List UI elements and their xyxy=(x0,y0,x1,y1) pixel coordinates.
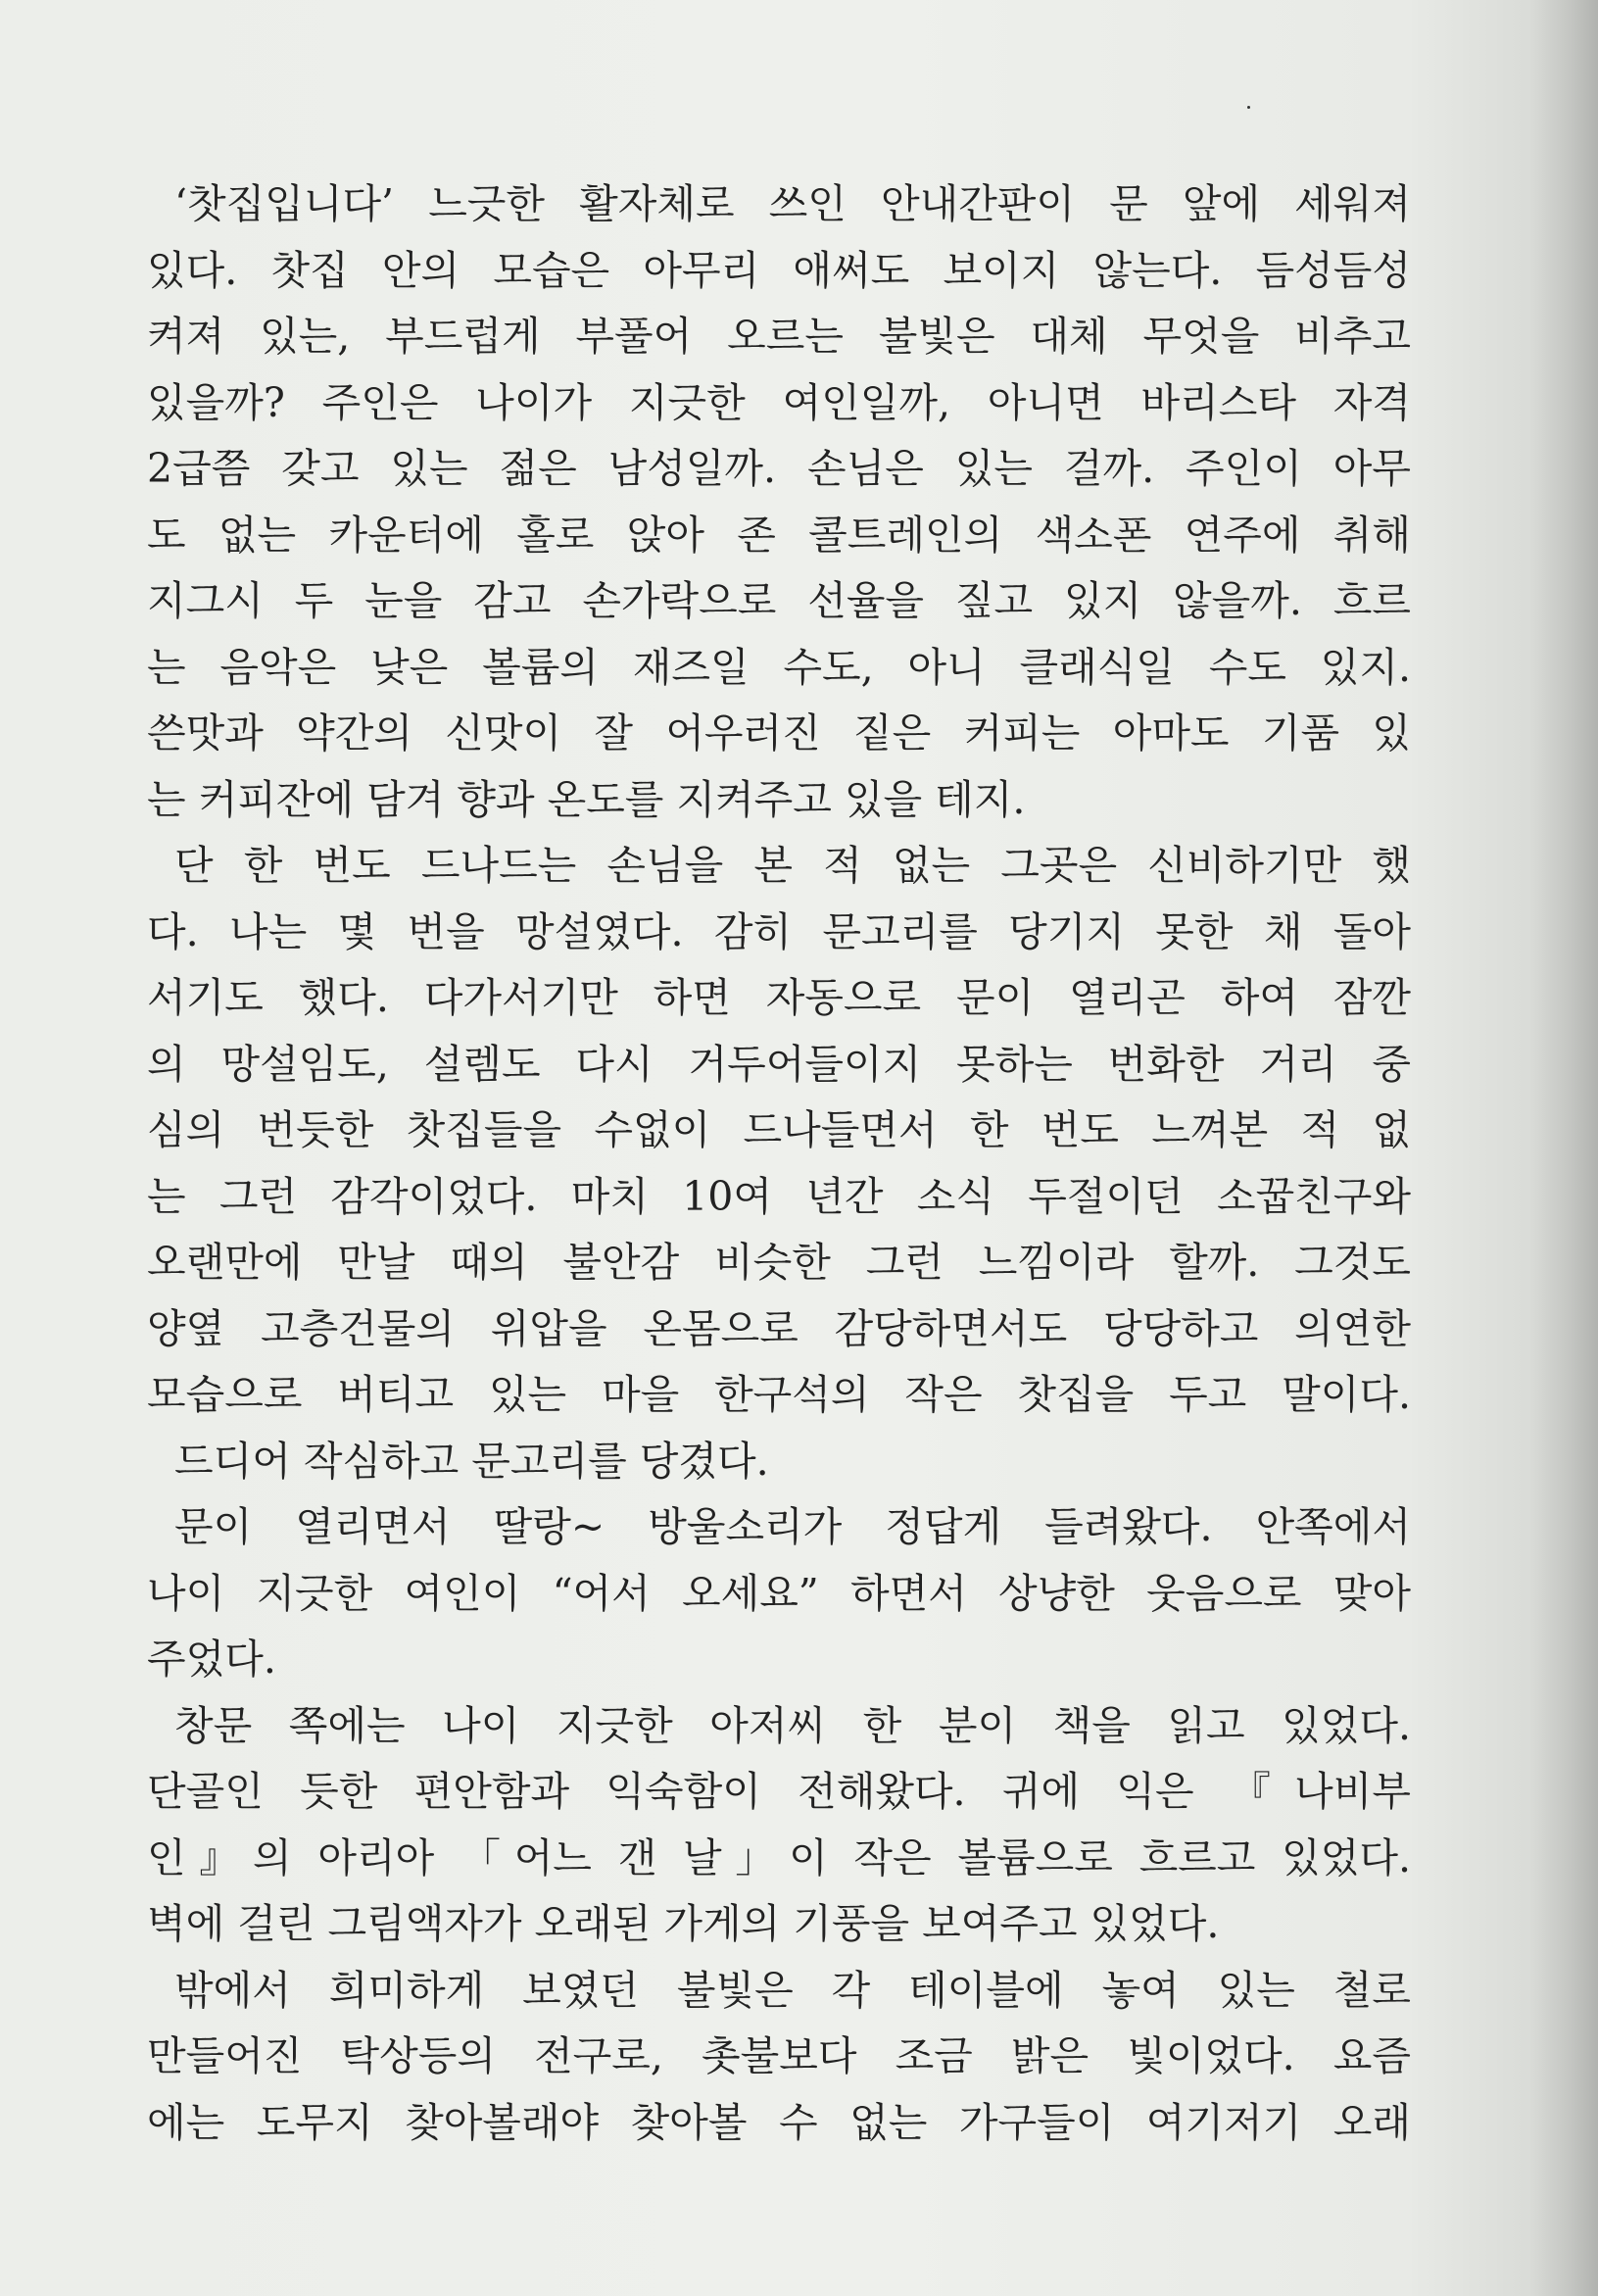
text-line: 벽에 걸린 그림액자가 오래된 가게의 기풍을 보여주고 있었다. xyxy=(147,1900,1220,1947)
text-line: 켜져 있는, 부드럽게 부풀어 오르는 불빛은 대체 무엇을 비추고 xyxy=(147,313,1411,360)
text-line: 오랜만에 만날 때의 불안감 비슷한 그런 느낌이라 할까. 그것도 xyxy=(147,1239,1411,1286)
text-line: 단골인 듯한 편안함과 익숙함이 전해왔다. 귀에 익은 『나비부 xyxy=(147,1768,1411,1815)
text-line: 다. 나는 몇 번을 망설였다. 감히 문고리를 당기지 못한 채 돌아 xyxy=(147,907,1411,955)
text-line: 지그시 두 눈을 감고 손가락으로 선율을 짚고 있지 않을까. 흐르 xyxy=(147,577,1411,624)
text-line: 에는 도무지 찾아볼래야 찾아볼 수 없는 가구들이 여기저기 오래 xyxy=(147,2098,1411,2146)
text-line: ‘찻집입니다’ 느긋한 활자체로 쓰인 안내간판이 문 앞에 세워져 xyxy=(174,180,1411,227)
page-edge-shadow xyxy=(1529,0,1598,2296)
speck-mark xyxy=(1247,106,1250,109)
text-line: 창문 쪽에는 나이 지긋한 아저씨 한 분이 책을 읽고 있었다. xyxy=(174,1701,1411,1749)
text-line: 의 망설임도, 설렘도 다시 거두어들이지 못하는 번화한 거리 중 xyxy=(147,1040,1411,1088)
text-line: 심의 번듯한 찻집들을 수없이 드나들면서 한 번도 느껴본 적 없 xyxy=(147,1106,1411,1153)
text-line: 쓴맛과 약간의 신맛이 잘 어우러진 짙은 커피는 아마도 기품 있 xyxy=(147,709,1411,757)
text-line: 인』의 아리아 「어느 갠 날」이 작은 볼륨으로 흐르고 있었다. xyxy=(147,1833,1411,1881)
text-line: 있다. 찻집 안의 모습은 아무리 애써도 보이지 않는다. 듬성듬성 xyxy=(147,246,1411,294)
text-line: 드디어 작심하고 문고리를 당겼다. xyxy=(174,1437,769,1485)
text-line: 주었다. xyxy=(147,1636,276,1683)
text-line: 밖에서 희미하게 보였던 불빛은 각 테이블에 놓여 있는 철로 xyxy=(174,1966,1411,2014)
text-line: 있을까? 주인은 나이가 지긋한 여인일까, 아니면 바리스타 자격 xyxy=(147,378,1411,426)
text-line: 양옆 고층건물의 위압을 온몸으로 감당하면서도 당당하고 의연한 xyxy=(147,1304,1411,1352)
text-line: 는 그런 감각이었다. 마치 10여 년간 소식 두절이던 소꿉친구와 xyxy=(147,1172,1411,1220)
text-line: 는 커피잔에 담겨 향과 온도를 지켜주고 있을 테지. xyxy=(147,775,1026,823)
text-line: 만들어진 탁상등의 전구로, 촛불보다 조금 밝은 빛이었다. 요즘 xyxy=(147,2032,1411,2079)
body-text xyxy=(147,171,1411,2156)
text-line: 모습으로 버티고 있는 마을 한구석의 작은 찻집을 두고 말이다. xyxy=(147,1371,1411,1418)
text-line: 나이 지긋한 여인이 “어서 오세요” 하면서 상냥한 웃음으로 맞아 xyxy=(147,1569,1411,1617)
text-line: 서기도 했다. 다가서기만 하면 자동으로 문이 열리곤 하여 잠깐 xyxy=(147,974,1411,1021)
text-line: 2급쯤 갖고 있는 젊은 남성일까. 손님은 있는 걸까. 주인이 아무 xyxy=(147,445,1411,492)
text-line: 단 한 번도 드나드는 손님을 본 적 없는 그곳은 신비하기만 했 xyxy=(174,842,1411,889)
text-line: 도 없는 카운터에 홀로 앉아 존 콜트레인의 색소폰 연주에 취해 xyxy=(147,511,1411,559)
text-line: 는 음악은 낮은 볼륨의 재즈일 수도, 아니 클래식일 수도 있지. xyxy=(147,643,1411,691)
text-line: 문이 열리면서 딸랑~ 방울소리가 정답게 들려왔다. 안쪽에서 xyxy=(174,1503,1411,1550)
